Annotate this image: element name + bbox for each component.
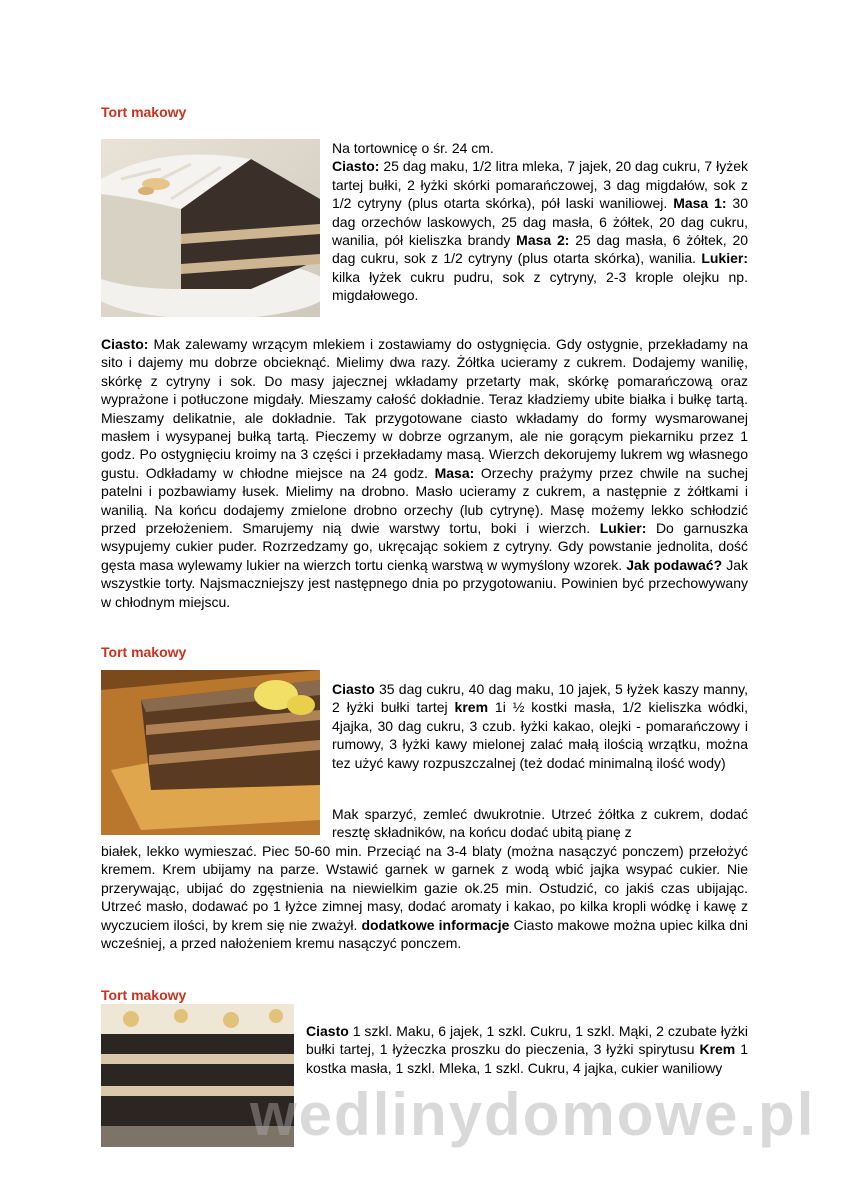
cake-image-1: [101, 139, 320, 317]
recipe-1-title: Tort makowy: [101, 104, 187, 120]
recipe-2-method: [101, 842, 748, 952]
method-text: Jak wszystkie torty. Najsmaczniejszy jest następnego dnia po przygotowaniu. Powinien być przechowywany w chłodnym miejscu.: [101, 556, 748, 610]
method-label: Ciasto:: [101, 336, 149, 352]
recipe-2-title: Tort makowy: [101, 644, 187, 660]
ingredients-label: Masa 1:: [673, 195, 727, 212]
recipe-1-intro: Na tortownicę o śr. 24 cm.: [332, 140, 494, 156]
ingredients-label: Masa 2:: [516, 232, 570, 249]
ingredients-label: Ciasto: [332, 681, 375, 697]
method-text: Do garnuszka wsypujemy cukier puder. Rozrzedzamy go, ukręcając sokiem z cytryny. Gdy powstanie jednolita, dość gęsta masa wylewamy lukier na wierzch tortu cienką warstwą w wymyślony wzorek.: [101, 520, 748, 573]
site-watermark: wedlinydomowe.pl: [250, 1081, 816, 1148]
ingredients-text: 1 szkl. Maku, 6 jajek, 1 szkl. Cukru, 1 szkl. Mąki, 2 czubate łyżki bułki tartej, 1 łyżeczka proszku do pieczenia, 3 łyżki spirytusu: [306, 1023, 748, 1058]
ingredients-text: 25 dag masła, 6 żółtek, 20 dag cukru, sok z 1/2 cytryny (plus otarta skórka), wanilia.: [332, 232, 749, 267]
ingredients-text: 25 dag maku, 1/2 litra mleka, 7 jajek, 20 dag cukru, 7 łyżek tartej bułki, 2 łyżki skórki pomarańczowej, 3 dag migdałów, sok z 1/2 cytryny (plus otarta skórka), pół laski waniliowej.: [332, 158, 748, 212]
method-label: Jak podawać?: [626, 556, 723, 573]
method-label: Masa:: [434, 464, 475, 481]
ingredients-text: 30 dag orzechów laskowych, 25 dag masła, 6 żółtek, 20 dag cukru, wanilia, pół kieliszka brandy: [332, 195, 749, 249]
ingredients-text: 1i ½ kostki masła, 1/2 kieliszka wódki, 4jajka, 30 dag cukru, 3 czub. łyżki kakao, olejki - pomarańczowy i rumowy, 3 łyżki kawy mielonej zalać małą ilością wrzątku, można tez użyć kawy rozpuszczalnej (też dodać minimalną ilość wody): [332, 699, 748, 771]
extra-info-text: Ciasto makowe można upiec kilka dni wcześniej, a przed nałożeniem kremu nasączyć ponczem.: [101, 916, 748, 952]
recipe-3-title: Tort makowy: [101, 987, 187, 1003]
recipe-2-method-first: Mak sparzyć, zemleć dwukrotnie. Utrzeć żółtka z cukrem, dodać resztę składników, na końcu dodać ubitą pianę z: [332, 806, 748, 841]
method-text: białek, lekko wymieszać. Piec 50-60 min. Przeciąć na 3-4 blaty (można nasączyć ponczem) przełożyć kremem. Krem ubijamy na parze. Wstawić garnek w garnek z wodą wbić jajka wsypać cukier. Nie przerywając, ubijać do zgęstnienia na niewielkim gazie ok.25 min. Ostudzić, co jakiś czas ubijając. Utrzeć masło, dodawać po 1 łyżce zimnej masy, dodać aromaty i kakao, po kilka kropli wódkę i kawę z wyczuciem ilości, by krem się nie zważył.: [101, 843, 748, 933]
ingredients-text: 35 dag cukru, 40 dag maku, 10 jajek, 5 łyżek kaszy manny, 2 łyżki bułki tartej: [332, 681, 748, 716]
ingredients-text: kilka łyżek cukru pudru, sok z cytryny, 2-3 krople olejku np. migdałowego.: [332, 268, 748, 304]
method-text: Orzechy prażymy przez chwile na suchej patelni i pozbawiamy łusek. Mielimy na drobno. Masło ucieramy z cukrem, a następnie z żółtkami i wanilią. Na końcu dodajemy zmielone drobno orzechy (lub cytrynę). Masę możemy lekko schłodzić przed przełożeniem. Smarujemy nią dwie warstwy tortu, boki i wierzch.: [101, 464, 748, 537]
recipe-2-cake-photo: [101, 670, 320, 835]
ingredients-label: Ciasto:: [332, 158, 380, 175]
extra-info-label: dodatkowe informacje: [361, 916, 510, 933]
ingredients-text: 1 kostka masła, 1 szkl. Mleka, 1 szkl. Cukru, 4 jajka, cukier waniliowy: [306, 1041, 748, 1076]
recipe-1-method: [101, 335, 748, 611]
ingredients-label: Krem: [699, 1041, 736, 1058]
ingredients-label: Lukier:: [701, 250, 748, 267]
method-label: Lukier:: [599, 520, 647, 537]
recipe-2-ingredients: [332, 680, 748, 772]
ingredients-label: krem: [454, 699, 489, 716]
method-text: Mak zalewamy wrzącym mlekiem i zostawiamy do ostygnięcia. Gdy ostygnie, przekładamy na sito i dajemy mu dobrze obcieknąć. Mielimy dwa razy. Żółtka ucieramy z cukrem. Dodajemy wanilię, skórkę z cytryny i sok. Do masy jajecznej wkładamy przetarty mak, skórkę pomarańczową oraz wyprażone i potłuczone migdały. Mieszamy całość dokładnie. Teraz kładziemy ubite białka i bułkę tartą. Mieszamy delikatnie, ale dokładnie. Tak przygotowane ciasto wkładamy do formy wysmarowanej masłem i wysypanej bułką tartą. Pieczemy w dobrze ogrzanym, ale nie gorącym piekarniku przez 1 godz. Po ostygnięciu kroimy na 3 części i przekładamy masą. Wierzch dekorujemy lukrem wg własnego gustu. Odkładamy w chłodne miejsce na 24 godz.: [101, 336, 748, 481]
recipe-1-ingredients: [332, 139, 748, 305]
recipe-3-ingredients: [306, 1022, 748, 1077]
cake-image-2: [101, 670, 320, 835]
ingredients-label: Ciasto: [306, 1023, 349, 1039]
recipe-1-ingredients-text: [332, 157, 748, 304]
recipe-1-cake-photo: [101, 139, 320, 317]
